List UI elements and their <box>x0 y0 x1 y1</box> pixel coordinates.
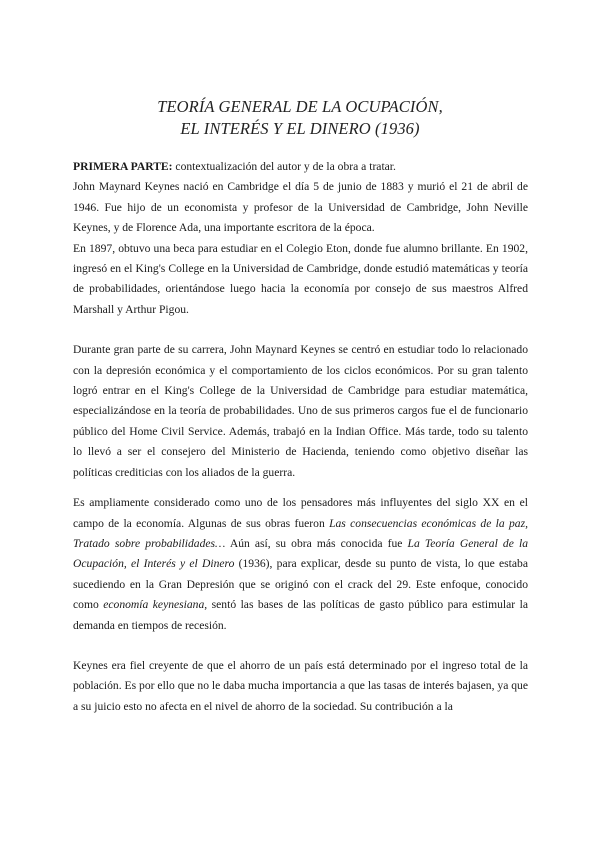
paragraph-education: En 1897, obtuvo una beca para estudiar en el Colegio Eton, donde fue alumno brillante. En 1902, ingresó en el King's College en la Universidad de Cambridge, donde estudió matemáticas y teoría de probabilidades, orientándose luego hacia la economía por consejo de sus maestros Alfred Marshall y Arthur Pigou. <box>73 241 528 316</box>
paragraph-career: Durante gran parte de su carrera, John Maynard Keynes se centró en estudiar todo lo relacionado con la depresión económica y el comportamiento de los ciclos económicos. Por su gran talento logró entrar en el King's College de la Universidad de Cambridge para estudiar matemática, especializándose en la teoría de probabilidades. Uno de sus primeros cargos fue el de funcionario público del Home Civil Service. Además, trabajó en la Indian Office. Más tarde, todo su talento lo llevó a ser el consejero del Ministerio de Hacienda, teniendo como objetivo diseñar las políticas crediticias con los aliados de la guerra. <box>73 343 528 479</box>
works-title-2: La Teoría General de la Ocupación, el Interés y el Dinero <box>73 536 528 571</box>
paragraph-works <box>73 493 528 636</box>
section-intro <box>73 157 528 177</box>
works-term: economía keynesiana <box>103 598 205 612</box>
spacer <box>73 320 528 340</box>
title-line-2: EL INTERÉS Y EL DINERO (1936) <box>180 119 420 138</box>
document-body <box>73 157 528 717</box>
spacer <box>73 483 528 493</box>
works-text-g: , sentó las bases de las políticas de gasto público para estimular la demanda en tiempos de recesión. <box>73 598 528 632</box>
paragraph-savings: Keynes era fiel creyente de que el ahorro de un país está determinado por el ingreso total de la población. Es por ello que no le daba mucha importancia a que las tasas de interés bajasen, ya que a su juicio esto no afecta en el nivel de ahorro de la sociedad. Su contribución a la <box>73 658 528 713</box>
section-heading: PRIMERA PARTE: <box>73 160 173 173</box>
works-title-1: Las consecuencias económicas de la paz, Tratado sobre probabilidades… <box>73 516 528 550</box>
section-heading-rest: contextualización del autor y de la obra a tratar. <box>172 160 396 173</box>
spacer <box>73 636 528 656</box>
works-text-c: Aún así, su obra más conocida fue <box>225 536 408 550</box>
works-text-e: (1936), para explicar, desde su punto de vista, lo que estaba sucediendo en la Gran Depresión que se originó con el crack del 29. Este enfoque, conocido como <box>73 557 528 612</box>
title-line-1: TEORÍA GENERAL DE LA OCUPACIÓN, <box>157 97 443 116</box>
works-text-a: Es ampliamente considerado como uno de los pensadores más influyentes del siglo XX en el campo de la economía. Algunas de sus obras fueron <box>73 496 528 530</box>
paragraph-birth: John Maynard Keynes nació en Cambridge el día 5 de junio de 1883 y murió el 21 de abril de 1946. Fue hijo de un economista y profesor de la Universidad de Cambridge, John Neville Keynes, y de Florence Ada, una importante escritora de la época. <box>73 180 528 235</box>
document-title <box>0 96 600 140</box>
